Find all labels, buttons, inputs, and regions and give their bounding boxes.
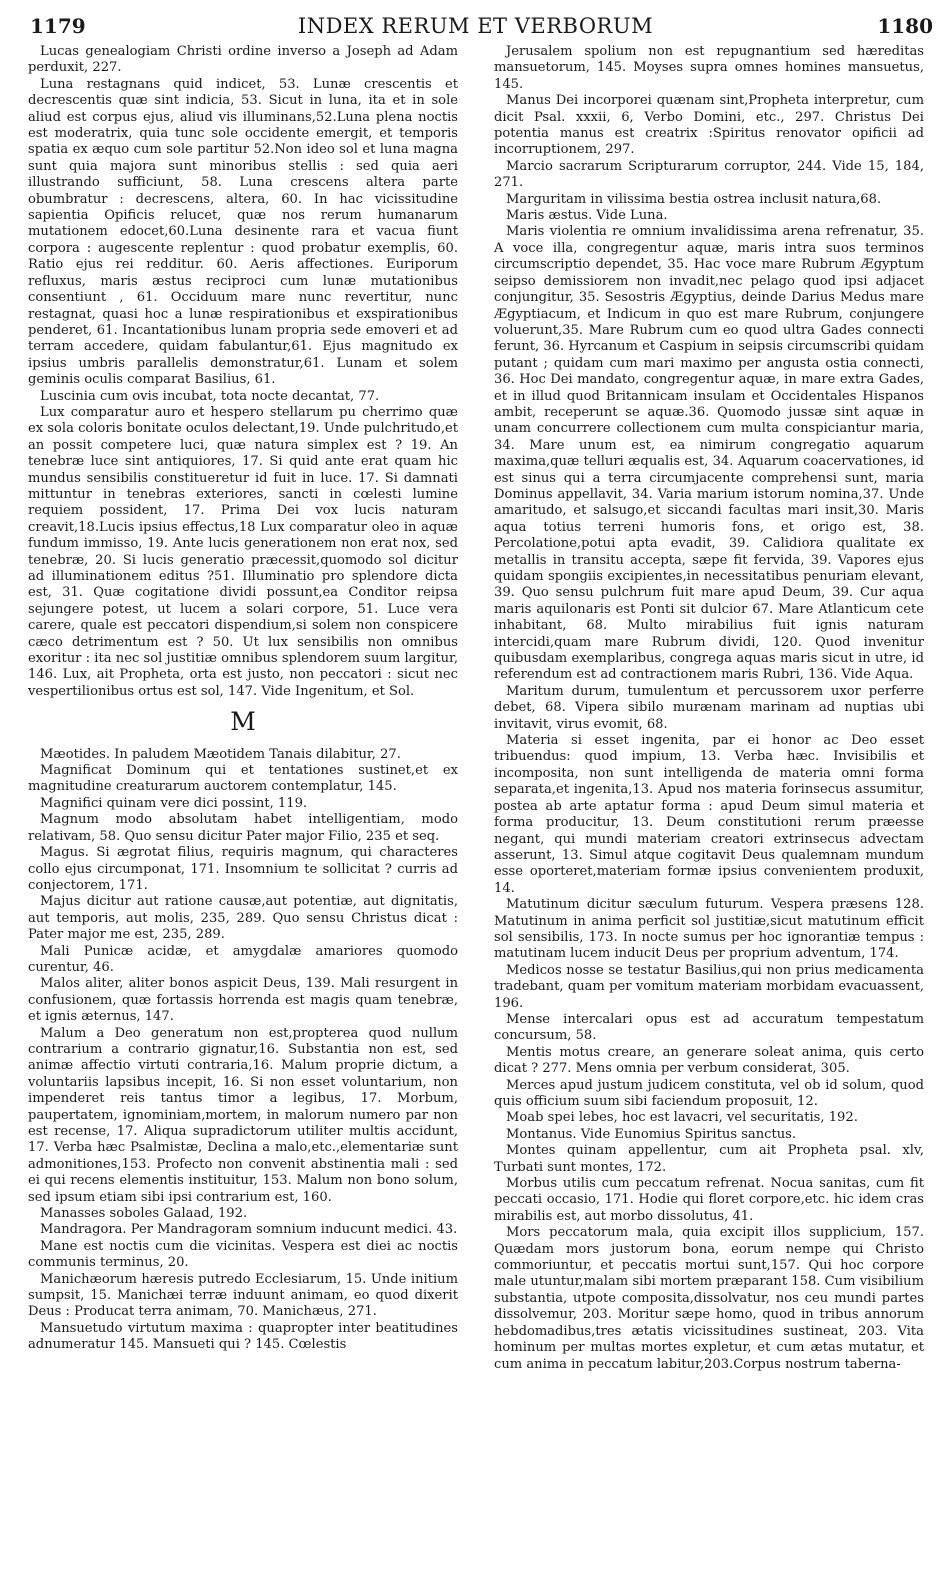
index-entry: Marguritam in vilissima bestia ostrea inclusit natura,68.: [506, 191, 882, 207]
index-entry: Materia si esset ingenita, par ei honor ac Deo esset tribuendus: quod impium, 13. Verba hæc. Invisibilis et incomposita, non sunt intelligenda de materia omni forma separata,et ingenita,13. Apud nos materia forinsecus assumitur, postea ab arte aptatur forma : apud Deum simul materia et forma producitur, 13. Deum constitutioni rerum præesse negant, qui mundi materiam creatori extrinsecus advectam asserunt, 13. Simul atque cogitavit Deus qualemnam mundum esse oporteret,materiam formæ ipsius convenientem produxit, 14.: [494, 733, 924, 896]
index-entry: Medicos nosse se testatur Basilius,qui non prius medicamenta tradebant, quam per vomitum materiam morbidam evacuassent, 196.: [494, 962, 924, 1011]
index-entry: Magnifici quinam vere dici possint, 119.: [40, 795, 308, 811]
index-entry: Luna restagnans quid indicet, 53. Lunæ crescentis et decrescentis quæ sint indicia, 53. Sicut in luna, ita et in sole aliud est corpus ejus, aliud vis illuminans,52.Luna plena noctis est moderatrix, quia tunc sole occidente emergit, et temporis spatia ex æquo cum sole partitur 52.Non ideo sol et luna magna sunt quia majora sunt minoribus stellis : sed quia aeri illustrando sufficiunt, 58. Luna crescens altera parte obumbratur : decrescens, altera, 60. In hac vicissitudine sapientia Opificis relucet, quæ nos rerum humanarum mutationem edocet,60.Luna desinente rara et vacua fiunt corpora : augescente replentur : quod probatur exemplis, 60. Ratio ejus rei redditur. 60. Aeris affectiones. Euriporum refluxus, maris æstus reciproci cum lunæ mutationibus consentiunt , 61. Occiduum mare nunc revertitur, nunc restagnat, quasi hoc a lunæ respirationibus et exspirationibus penderet, 61. Incantationibus lunam propria sede emoveri et ad terram accedere, quidam fabulantur,61. Ejus magnitudo ex ipsius umbris parallelis demonstratur,61. Lunam et solem geminis oculis comparat Basilius, 61.: [28, 76, 458, 388]
index-entry: Manus Dei incorporei quænam sint,Propheta interpretur, cum dicit Psal. xxxii, 6, Verbo Domini, etc., 297. Christus Dei potentia manus est creatrix :Spiritus renovator opificii ad incorruptionem, 297.: [494, 93, 924, 158]
index-entry: Magnum modo absolutam habet intelligentiam, modo relativam, 58. Quo sensu dicitur Pater major Filio, 235 et seq.: [28, 812, 458, 844]
index-entry: Lux comparatur auro et hespero stellarum pu cherrimo quæ ex sola coloris bonitate oculos delectant,19. Unde pulchritudo,et an possit competere luci, quæ natura simplex est ? 19. An tenebræ luce sint antiquiores, 17. Si quid ante erat quam hic mundus sensibilis constitueretur id fuit in luce. 17. Si damnati mittuntur in tenebras exteriores, sancti in cœlesti lumine requiem possident, 17. Prima Dei vox lucis naturam creavit,18.Lucis ipsius effectus,18 Lux comparatur oleo in aquæ fundum immisso, 19. Ante lucis generationem non erat nox, sed tenebræ, 20. Si lucis generatio præcessit,quomodo sol dicitur ad illuminationem editus ?51. Illuminatio pro splendore dicta est, 31. Quæ cogitatione dividi possunt,ea Conditor reipsa sejungere potest, ut lucem a solari corpore, 51. Luce vera carere, quale est peccatori dispendium,si solem non conspicere cæco detrimentum est ? 50. Ut lux sensibilis non omnibus exoritur : ita nec sol justitiæ omnibus splendorem suum largitur, 146. Lux, ait Propheta, orta est justo, non peccatori : sicut nec vespertilionibus ortus est sol, 147. Vide Ingenitum, et Sol.: [28, 404, 458, 699]
index-entry: Lucas genealogiam Christi ordine inverso a Joseph ad Adam perduxit, 227.: [28, 44, 458, 76]
index-entry: Mentis motus creare, an generare soleat anima, quis certo dicat ? 277. Mens omnia per verbum considerat, 305.: [494, 1044, 924, 1077]
index-entry: Moab spei lebes, hoc est lavacri, vel securitatis, 192.: [506, 1110, 858, 1126]
page-number-right: 1180: [877, 14, 933, 38]
index-entry: Mandragora. Per Mandragoram somnium inducunt medici. 43.: [40, 1222, 458, 1238]
index-entry: Mors peccatorum mala, quia excipit illos supplicium, 157. Quædam mors justorum bona, eorum nempe qui Christo commoriuntur, et peccatis mortui sunt,157. Qui hoc corpore male utuntur,malam sibi mortem præparant 158. Cum visibilium substantia, utpote composita,dissolvatur, nos ceu mundi partes dissolvemur, 203. Moritur sæpe homo, quod in tribus annorum hebdomadibus,tres ætatis vicissitudines sustineat, 203. Vita hominum per multas mortes expletur, et cum ætas mutatur, et cum anima in peccatum labitur,203.Corpus nostrum taberna-: [494, 1225, 924, 1372]
index-entry: Montes quinam appellentur, cum ait Propheta psal. xlv, Turbati sunt montes, 172.: [494, 1143, 924, 1175]
index-entry: Malos aliter, aliter bonos aspicit Deus, 139. Mali resurgent in confusionem, quæ fortassis horrenda est magis quam tenebræ, et ignis æternus, 147.: [28, 976, 458, 1025]
index-entry: Mane est noctis cum die vicinitas. Vespera est diei ac noctis communis terminus, 20.: [28, 1238, 458, 1271]
index-entry: Magnificat Dominum qui et tentationes sustinet,et ex magnitudine creaturarum auctorem contemplatur, 145.: [28, 763, 458, 795]
index-entry: Maris æstus. Vide Luna.: [506, 208, 668, 224]
section-letter: M: [230, 707, 256, 737]
index-entry: Marcio sacrarum Scripturarum corruptor, 244. Vide 15, 184, 271.: [494, 158, 924, 191]
index-entry: Morbus utilis cum peccatum refrenat. Nocua sanitas, cum fit peccati occasio, 171. Hodie qui floret corpore,etc. hic idem cras mirabilis est, aut morbo dissolutus, 41.: [494, 1176, 924, 1224]
page-number-left: 1179: [30, 14, 86, 38]
index-entry: Maritum durum, tumulentum et percussorem uxor perferre debet, 68. Vipera sibilo murænam marinam ad nuptias ubi invitavit, virus evomit, 68.: [494, 683, 924, 732]
index-entry: Mali Punicæ acidæ, et amygdalæ amariores quomodo curentur, 46.: [28, 943, 458, 975]
index-entry: Malum a Deo generatum non est,propterea quod nullum contrarium a contrario gignatur,16. Substantia non est, sed animæ affectio virtuti contraria,16. Malum proprie dictum, a voluntariis lapsibus incepit, 16. Si non esset voluntarium, non impenderet reis tantus timor a legibus, 17. Morbum, paupertatem, ignominiam,mortem, in malorum numero par non est recense, 17. Aliqua supradictorum utiliter multis accidunt, 17. Verba hæc Psalmistæ, Declina a malo,etc.,elementariæ sunt admonitiones,153. Profecto non convenit abstinentia mali : sed ei qui recens elementis instituitur, 153. Malum non bono solum, sed ipsum etiam sibi ipsi contrarium est, 160.: [28, 1025, 458, 1205]
right-column: [494, 44, 924, 1373]
index-entry: Manichæorum hæresis putredo Ecclesiarum, 15. Unde initium sumpsit, 15. Manichæi terræ induunt animam, eo quod dixerit Deus : Producat terra animam, 70. Manichæus, 271.: [28, 1271, 458, 1320]
index-entry: Montanus. Vide Eunomius Spiritus sanctus.: [506, 1126, 797, 1142]
page-header: [0, 0, 951, 44]
index-entry: Matutinum dicitur sæculum futurum. Vespera præsens 128. Matutinum in anima perficit sol justitiæ,sicut matutinum efficit sol sensibilis, 173. In nocte sumus per hoc ignorantiæ tempus : matutinam lucem inducit Deus per proprium adventum, 174.: [494, 897, 924, 962]
index-entry: Luscinia cum ovis incubat, tota nocte decantat, 77.: [40, 388, 380, 404]
index-entry: Mansuetudo virtutum maxima : quapropter inter beatitudines adnumeratur 145. Mansueti qui ? 145. Cœlestis: [28, 1320, 458, 1353]
index-entry: Manasses soboles Galaad, 192.: [40, 1206, 248, 1222]
running-title: INDEX RERUM ET VERBORUM: [297, 14, 654, 38]
index-entry: Maris violentia re omnium invalidissima arena refrenatur, 35. A voce illa, congregentur aquæ, maris intra suos terminos circumscriptio dependet, 35. Hac voce mare Rubrum Ægyptum seipso demissiorem non invadit,nec pelago quod ipsi adjacet conjungitur, 35. Sesostris Ægyptius, deinde Darius Medus mare Ægyptiacum, et Indicum in quo est mare Rubrum, conjungere voluerunt,35. Mare Rubrum cum eo quod ultra Gades connecti ferunt, 36. Hyrcanum et Caspium in seipsis circumscribi quidam putant ; quidam cum mari maximo per angusta ostia connecti, 36. Hoc Dei mandato, congregentur aquæ, in mare extra Gades, et in illud quod Britannicam insulam et Occidentales Hispanos ambit, receperunt se aquæ.36. Quomodo jussæ sint aquæ in unam concurrere collectionem cum multa conspiciantur maria, 34. Mare unum est, ea nimirum congregatio aquarum maxima,quæ telluri æqualis est, 34. Aquarum coacervationes, id est sinus qui a terra circumjacente comprehensi sunt, maria Dominus appellavit, 34. Varia marium istorum nomina,37. Unde amaritudo, et salsugo,et siccandi facultas mari insit,30. Maris aqua totius terreni humoris fons, et origo est, 38. Percolatione,potui apta evadit, 39. Calidiora qualitate ex metallis in transitu accepta, sæpe fit fervida, 39. Vapores ejus quidam spongiis excipientes,in necessitatibus penuriam elevant, 39. Quo sensu pulchrum fuit mare apud Deum, 39. Cur aqua maris aquilonaris est Ponti sit dulcior 67. Mare Atlanticum cete inhabitant, 68. Multo mirabilius fuit ignis naturam intercidi,quam mare Rubrum dividi, 120. Quod invenitur quibusdam exemplaribus, congrega aquas maris sicut in utre, id referendum est ad contractionem maris Rubri, 136. Vide Aqua.: [494, 224, 924, 683]
index-entry: Mæotides. In paludem Mæotidem Tanais dilabitur, 27.: [40, 746, 401, 762]
left-column: [28, 44, 458, 1354]
index-entry: Majus dicitur aut ratione causæ,aut potentiæ, aut dignitatis, aut temporis, aut molis, 235, 289. Quo sensu Christus dicat : Pater major me est, 235, 289.: [28, 894, 458, 943]
index-entry: Merces apud justum judicem constituta, vel ob id solum, quod quis officium suum sibi faciendum proposuit, 12.: [494, 1077, 924, 1109]
index-entry: Mense intercalari opus est ad accuratum tempestatum concursum, 58.: [494, 1011, 924, 1044]
index-entry: Jerusalem spolium non est repugnantium sed hæreditas mansuetorum, 145. Moyses supra omnes homines mansuetus, 145.: [494, 44, 924, 92]
index-entry: Magus. Si ægrotat filius, requiris magnum, qui characteres collo ejus circumponat, 171. Insomnium te sollicitat ? curris ad conjectorem, 171.: [28, 845, 458, 893]
